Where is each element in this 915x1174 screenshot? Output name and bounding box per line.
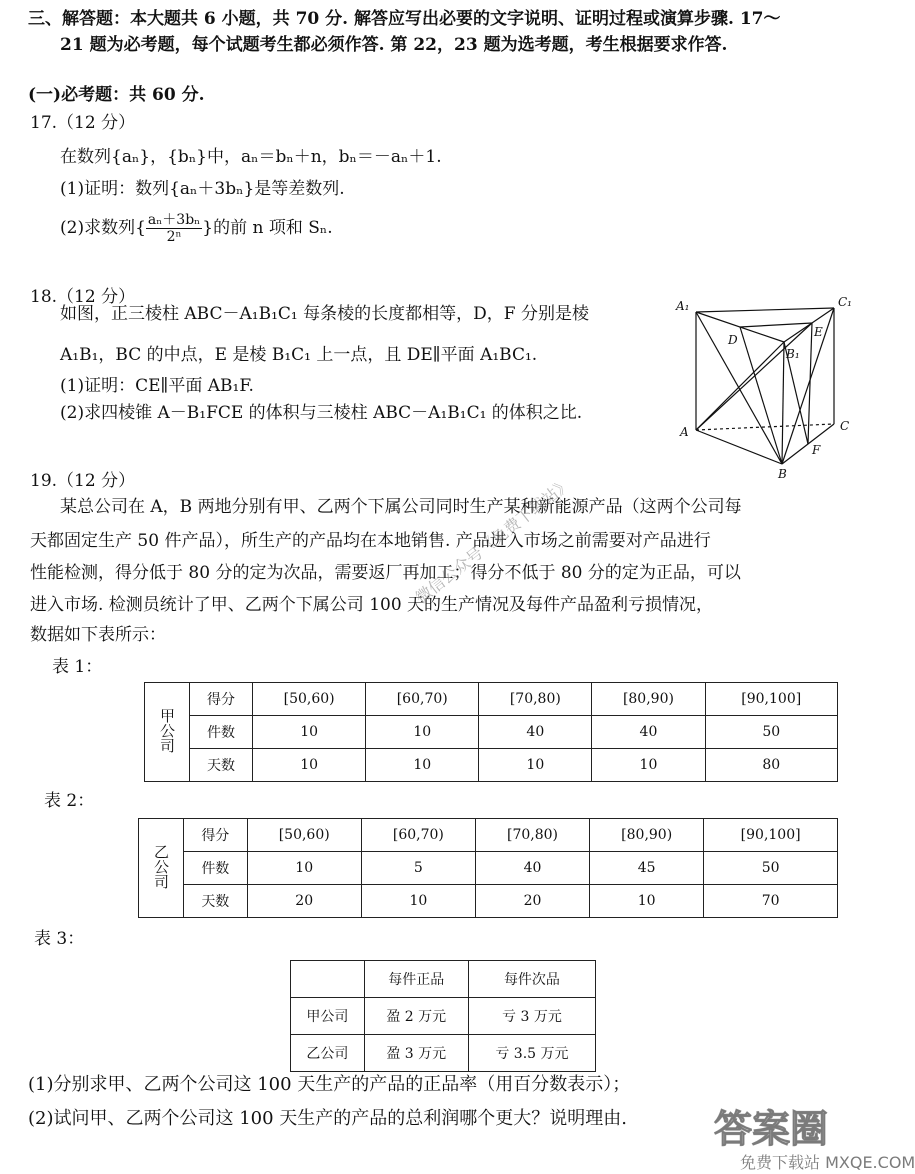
table-cell: [80,90)	[592, 683, 705, 716]
label-B1: B₁	[786, 347, 800, 361]
table-row	[139, 885, 838, 918]
label-E: E	[814, 325, 823, 339]
q18-line2: A₁B₁，BC 的中点，E 是棱 B₁C₁ 上一点，且 DE∥平面 A₁BC₁.	[60, 345, 538, 365]
q17-head: 17.（12 分）	[30, 113, 136, 133]
table-cell: 40	[475, 852, 589, 885]
table1-label: 表 1：	[52, 657, 103, 677]
table-cell: 40	[592, 716, 705, 749]
table-cell: 10	[366, 749, 479, 782]
label-A1: A₁	[676, 299, 690, 313]
q19-line4: 进入市场. 检测员统计了甲、乙两个下属公司 100 天的生产情况及每件产品盈利亏损情况，	[30, 595, 714, 615]
table-cell: [80,90)	[590, 819, 704, 852]
logo-top-text: 答案圈	[714, 1107, 829, 1151]
q18-part1: (1)证明：CE∥平面 AB₁F.	[60, 376, 254, 396]
table-cell: 得分	[190, 683, 253, 716]
table-row	[139, 852, 838, 885]
table2-label: 表 2：	[44, 791, 95, 811]
table-cell: 10	[590, 885, 704, 918]
table-cell: 50	[704, 852, 838, 885]
q19-part2: (2)试问甲、乙两个公司这 100 天生产的产品的总利润哪个更大？说明理由.	[28, 1108, 628, 1129]
section-header-line2: 21 题为必考题，每个试题考生都必须作答. 第 22，23 题为选考题，考生根据要求作答.	[60, 35, 728, 55]
table-row	[291, 961, 596, 998]
table2-company	[139, 819, 184, 918]
label-F: F	[812, 443, 821, 457]
table-cell: 件数	[190, 716, 253, 749]
table-cell: 10	[361, 885, 475, 918]
table-cell: [90,100]	[704, 819, 838, 852]
table-cell: [60,70)	[366, 683, 479, 716]
table-cell: 10	[366, 716, 479, 749]
q19-line3: 性能检测，得分低于 80 分的定为次品，需要返厂再加工；得分不低于 80 分的定为正品，可以	[30, 563, 741, 583]
table-row	[145, 749, 838, 782]
table-cell: [50,60)	[247, 819, 361, 852]
table1-company	[145, 683, 190, 782]
q19-line1: 某总公司在 A，B 两地分别有甲、乙两个下属公司同时生产某种新能源产品（这两个公司每	[60, 497, 742, 517]
q17-fraction-numerator: aₙ＋3bₙ	[147, 212, 201, 228]
table-cell: 每件正品	[364, 961, 468, 998]
label-B: B	[778, 467, 787, 481]
table-cell: [70,80)	[475, 819, 589, 852]
table-cell: 盈 3 万元	[364, 1035, 468, 1072]
table-cell: 盈 2 万元	[364, 998, 468, 1035]
label-C1: C₁	[838, 295, 852, 309]
table-cell: 件数	[184, 852, 248, 885]
prism-figure	[672, 290, 862, 480]
table-cell: 70	[704, 885, 838, 918]
table-row	[139, 819, 838, 852]
q17-fraction-denominator: 2ⁿ	[166, 229, 182, 245]
table-row	[145, 683, 838, 716]
table-cell: [60,70)	[361, 819, 475, 852]
table-row	[291, 1035, 596, 1072]
q18-head: 18.（12 分）	[30, 287, 136, 307]
table-cell: 天数	[190, 749, 253, 782]
q18-line1: 如图，正三棱柱 ABC－A₁B₁C₁ 每条棱的长度都相等，D，F 分别是棱	[60, 304, 589, 324]
table-cell	[291, 961, 365, 998]
section-header-line1: 三、解答题：本大题共 6 小题，共 70 分. 解答应写出必要的文字说明、证明过程或演算步骤. 17～	[28, 9, 781, 29]
table-row	[291, 998, 596, 1035]
table-cell: 亏 3 万元	[468, 998, 595, 1035]
table-cell: 20	[247, 885, 361, 918]
watermark-text: 微信公众号《免费下载站》	[411, 474, 575, 608]
table-cell: 10	[253, 716, 366, 749]
table-cell: 50	[705, 716, 838, 749]
table-cell: 乙公司	[291, 1035, 365, 1072]
table-row	[145, 716, 838, 749]
q17-part2-suffix: }的前 n 项和 Sₙ.	[202, 218, 333, 238]
table3	[290, 960, 596, 1072]
q17-part2	[60, 210, 333, 246]
table-cell: 亏 3.5 万元	[468, 1035, 595, 1072]
q17-stem: 在数列{aₙ}，{bₙ}中，aₙ＝bₙ＋n，bₙ＝－aₙ＋1.	[60, 147, 442, 167]
table-cell: 甲公司	[291, 998, 365, 1035]
q19-line5: 数据如下表所示：	[30, 625, 166, 645]
table-cell: 5	[361, 852, 475, 885]
table-cell: 10	[247, 852, 361, 885]
q17-part1: (1)证明：数列{aₙ＋3bₙ}是等差数列.	[60, 179, 345, 199]
table-cell: 80	[705, 749, 838, 782]
table1	[144, 682, 838, 782]
table-cell: [70,80)	[479, 683, 592, 716]
section-part-title: (一)必考题：共 60 分.	[28, 85, 205, 105]
q17-part2-prefix: (2)求数列{	[60, 218, 146, 238]
table-cell: 40	[479, 716, 592, 749]
label-C: C	[840, 419, 850, 433]
table-cell: 得分	[184, 819, 248, 852]
q19-part1: (1)分别求甲、乙两个公司这 100 天生产的产品的正品率（用百分数表示）；	[28, 1074, 631, 1095]
table-cell: 10	[479, 749, 592, 782]
table-cell: 10	[253, 749, 366, 782]
table-cell: 10	[592, 749, 705, 782]
table-cell: [90,100]	[705, 683, 838, 716]
table3-label: 表 3：	[34, 929, 85, 949]
q19-line2: 天都固定生产 50 件产品），所生产的产品均在本地销售. 产品进入市场之前需要对产品进行	[30, 531, 711, 551]
table2	[138, 818, 838, 918]
label-D: D	[728, 333, 738, 347]
table-cell: 20	[475, 885, 589, 918]
table2-company-text: 乙公司	[152, 843, 170, 889]
table-cell: 45	[590, 852, 704, 885]
q19-head: 19.（12 分）	[30, 471, 136, 491]
q17-fraction	[146, 212, 202, 245]
q18-part2: (2)求四棱锥 A－B₁FCE 的体积与三棱柱 ABC－A₁B₁C₁ 的体积之比.	[60, 403, 583, 423]
table-cell: 天数	[184, 885, 248, 918]
label-A: A	[680, 425, 689, 439]
table-cell: [50,60)	[253, 683, 366, 716]
table1-company-text: 甲公司	[158, 707, 176, 753]
table-cell: 每件次品	[468, 961, 595, 998]
logo-bottom-text: 免费下载站 MXQE.COM	[740, 1153, 915, 1172]
